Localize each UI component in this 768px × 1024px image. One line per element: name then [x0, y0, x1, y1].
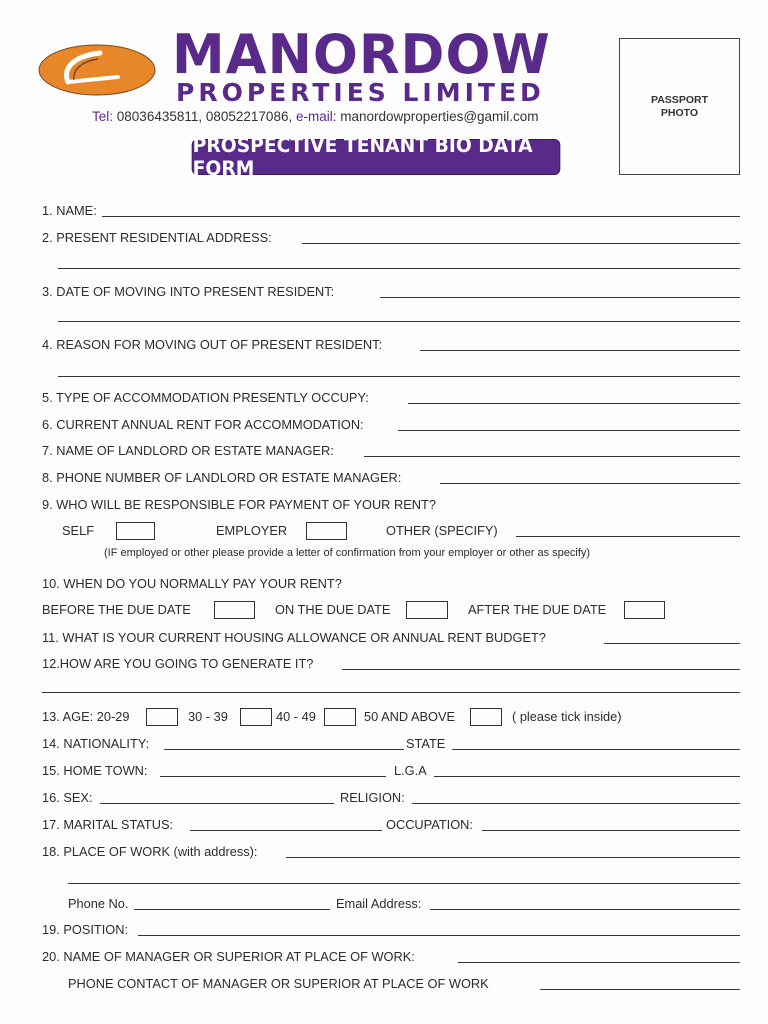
self-checkbox[interactable]: [116, 522, 155, 540]
accommodation-type-input-line[interactable]: [408, 403, 740, 404]
place-of-work-input-line-2[interactable]: [68, 883, 740, 884]
manager-phone-label: PHONE CONTACT OF MANAGER OR SUPERIOR AT PLACE OF WORK: [68, 976, 489, 991]
form-title: PROSPECTIVE TENANT BIO DATA FORM: [193, 140, 560, 174]
field-place-of-work-row: [0, 842, 768, 862]
moving-date-continuation-row: [0, 306, 768, 326]
option-other-label: OTHER (SPECIFY): [386, 523, 498, 538]
work-email-label: Email Address:: [336, 896, 422, 911]
landlord-phone-input-line[interactable]: [440, 483, 740, 484]
field-label: 7. NAME OF LANDLORD OR ESTATE MANAGER:: [42, 443, 334, 458]
field-label: 8. PHONE NUMBER OF LANDLORD OR ESTATE MANAGER:: [42, 470, 402, 485]
reason-continuation-row: [0, 361, 768, 381]
religion-label: RELIGION:: [340, 790, 405, 805]
option-employer-label: EMPLOYER: [216, 523, 288, 538]
occupation-label: OCCUPATION:: [386, 817, 473, 832]
passport-label: PASSPORT: [651, 93, 708, 106]
place-of-work-input-line[interactable]: [286, 857, 740, 858]
field-label: 6. CURRENT ANNUAL RENT FOR ACCOMMODATION:: [42, 417, 364, 432]
field-label: 13. AGE: 20-29: [42, 709, 130, 724]
photo-label: PHOTO: [660, 106, 699, 119]
work-contact-row: [0, 894, 768, 914]
contact-line: [92, 110, 539, 124]
moving-date-input-line-2[interactable]: [58, 321, 740, 322]
company-name: MANORDOW: [172, 23, 551, 86]
field-landlord-phone-row: [0, 468, 768, 488]
tick-inside-note: ( please tick inside): [512, 709, 622, 724]
field-address-row: [0, 228, 768, 248]
age-30-39-checkbox[interactable]: [240, 708, 272, 726]
field-label: 18. PLACE OF WORK (with address):: [42, 844, 258, 859]
field-accommodation-type-row: [0, 388, 768, 408]
generate-income-continuation-row: [0, 677, 768, 697]
field-rent-responsibility-row: [0, 495, 768, 515]
address-continuation-row: [0, 253, 768, 273]
tel-value: 08036435811, 08052217086,: [116, 109, 293, 124]
employer-letter-note: (IF employed or other please provide a letter of confirmation from your employer or other as specify): [104, 547, 591, 559]
field-generate-income-row: [0, 654, 768, 674]
age-40-49-checkbox[interactable]: [324, 708, 356, 726]
generate-income-input-line-2[interactable]: [42, 692, 740, 693]
field-label: 10. WHEN DO YOU NORMALLY PAY YOUR RENT?: [42, 576, 342, 591]
age-40-49-label: 40 - 49: [276, 709, 316, 724]
work-phone-input-line[interactable]: [134, 909, 330, 910]
option-after-label: AFTER THE DUE DATE: [468, 602, 607, 617]
field-label: 3. DATE OF MOVING INTO PRESENT RESIDENT:: [42, 284, 335, 299]
manager-phone-row: [0, 974, 768, 994]
field-reason-row: [0, 335, 768, 355]
annual-rent-input-line[interactable]: [398, 430, 740, 431]
work-phone-label: Phone No.: [68, 896, 129, 911]
field-marital-status-row: [0, 815, 768, 835]
age-50-above-checkbox[interactable]: [470, 708, 502, 726]
age-30-39-label: 30 - 39: [188, 709, 228, 724]
field-age-row: [0, 707, 768, 727]
field-hometown-row: [0, 761, 768, 781]
manager-phone-input-line[interactable]: [540, 989, 740, 990]
generate-income-input-line[interactable]: [342, 669, 740, 670]
landlord-name-input-line[interactable]: [364, 456, 740, 457]
state-input-line[interactable]: [452, 749, 740, 750]
payment-timing-options-row: [0, 600, 768, 620]
state-label: STATE: [406, 736, 446, 751]
manordow-swoosh-logo-icon: [38, 44, 156, 96]
field-label: 17. MARITAL STATUS:: [42, 817, 174, 832]
field-label: 5. TYPE OF ACCOMMODATION PRESENTLY OCCUPY:: [42, 390, 369, 405]
field-label: 20. NAME OF MANAGER OR SUPERIOR AT PLACE OF WORK:: [42, 949, 415, 964]
email-label: e-mail:: [295, 109, 337, 124]
company-subtitle: PROPERTIES LIMITED: [176, 78, 545, 107]
field-label: 16. SEX:: [42, 790, 93, 805]
field-payment-timing-row: [0, 574, 768, 594]
field-housing-allowance-row: [0, 628, 768, 648]
occupation-input-line[interactable]: [482, 830, 740, 831]
position-input-line[interactable]: [138, 935, 740, 936]
tel-label: Tel:: [92, 109, 114, 124]
hometown-input-line[interactable]: [160, 776, 386, 777]
manager-name-input-line[interactable]: [458, 962, 740, 963]
name-input-line[interactable]: [102, 216, 740, 217]
option-before-label: BEFORE THE DUE DATE: [42, 602, 191, 617]
field-sex-row: [0, 788, 768, 808]
field-moving-date-row: [0, 282, 768, 302]
employer-checkbox[interactable]: [306, 522, 347, 540]
field-label: 15. HOME TOWN:: [42, 763, 148, 778]
age-50-above-label: 50 AND ABOVE: [364, 709, 456, 724]
marital-status-input-line[interactable]: [190, 830, 382, 831]
field-nationality-row: [0, 734, 768, 754]
field-label: 12.HOW ARE YOU GOING TO GENERATE IT?: [42, 656, 314, 671]
field-landlord-name-row: [0, 441, 768, 461]
place-of-work-continuation-row: [0, 868, 768, 888]
before-due-date-checkbox[interactable]: [214, 601, 255, 619]
nationality-input-line[interactable]: [164, 749, 404, 750]
address-input-line[interactable]: [302, 243, 740, 244]
lga-input-line[interactable]: [434, 776, 740, 777]
other-specify-input-line[interactable]: [516, 536, 740, 537]
reason-input-line[interactable]: [420, 350, 740, 351]
email-value: manordowproperties@gamil.com: [340, 109, 539, 124]
rent-responsibility-options-row: [0, 521, 768, 541]
field-manager-name-row: [0, 947, 768, 967]
housing-allowance-input-line[interactable]: [604, 643, 740, 644]
field-label: 4. REASON FOR MOVING OUT OF PRESENT RESIDENT:: [42, 337, 383, 352]
field-label: 2. PRESENT RESIDENTIAL ADDRESS:: [42, 230, 272, 245]
address-input-line-2[interactable]: [58, 268, 740, 269]
passport-photo-box[interactable]: [619, 38, 740, 175]
after-due-date-checkbox[interactable]: [624, 601, 665, 619]
religion-input-line[interactable]: [412, 803, 740, 804]
field-position-row: [0, 920, 768, 940]
on-due-date-checkbox[interactable]: [406, 601, 448, 619]
field-label: 9. WHO WILL BE RESPONSIBLE FOR PAYMENT OF YOUR RENT?: [42, 497, 436, 512]
field-label: 11. WHAT IS YOUR CURRENT HOUSING ALLOWANCE OR ANNUAL RENT BUDGET?: [42, 630, 546, 645]
age-20-29-checkbox[interactable]: [146, 708, 178, 726]
rent-responsibility-note-row: [0, 543, 768, 563]
work-email-input-line[interactable]: [430, 909, 740, 910]
field-label: 19. POSITION:: [42, 922, 129, 937]
option-on-label: ON THE DUE DATE: [275, 602, 391, 617]
reason-input-line-2[interactable]: [58, 376, 740, 377]
sex-input-line[interactable]: [100, 803, 334, 804]
field-annual-rent-row: [0, 415, 768, 435]
field-label: 14. NATIONALITY:: [42, 736, 150, 751]
field-name-row: [0, 201, 768, 221]
lga-label: L.G.A: [394, 763, 427, 778]
field-label: 1. NAME:: [42, 203, 97, 218]
moving-date-input-line[interactable]: [380, 297, 740, 298]
option-self-label: SELF: [62, 523, 95, 538]
